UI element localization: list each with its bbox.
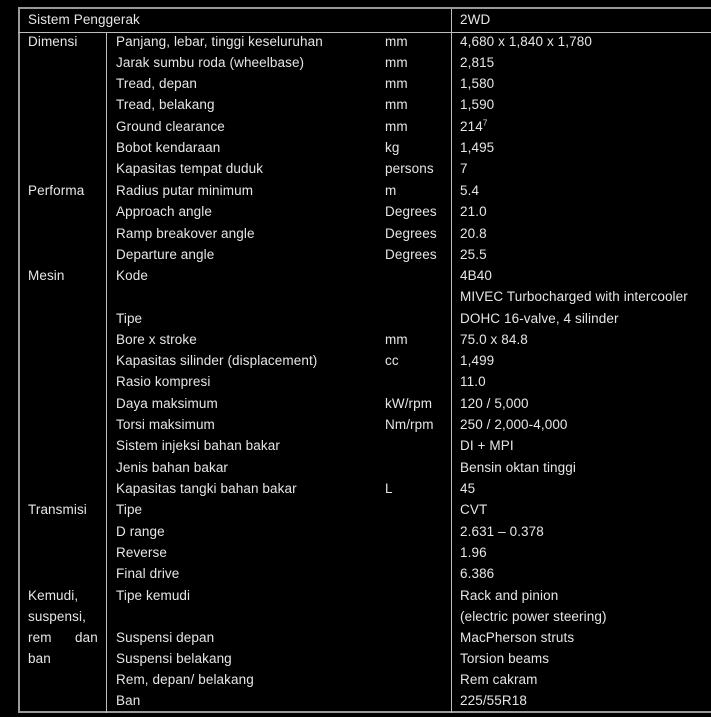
value-cell: 25.5 xyxy=(460,247,487,262)
value-cell: 1.96 xyxy=(460,545,487,560)
param-cell: Suspensi belakang xyxy=(116,651,232,666)
value-cell: Torsion beams xyxy=(460,651,550,666)
group-kemudi-line3-b: dan xyxy=(75,630,98,645)
unit-cell: mm xyxy=(385,55,408,70)
value-cell: 75.0 x 84.8 xyxy=(460,332,528,347)
value-cell: 2.631 – 0.378 xyxy=(460,524,544,539)
param-cell: Daya maksimum xyxy=(116,396,218,411)
unit-cell: m xyxy=(385,183,397,198)
value-cell: 20.8 xyxy=(460,226,487,241)
drive-system-label: Sistem Penggerak xyxy=(28,12,140,27)
param-cell: Sistem injeksi bahan bakar xyxy=(116,438,280,453)
value-cell: 1,590 xyxy=(460,97,495,112)
param-cell: Bore x stroke xyxy=(116,332,197,347)
unit-cell: mm xyxy=(385,97,408,112)
value-cell: 21.0 xyxy=(460,204,487,219)
param-cell: Tread, depan xyxy=(116,76,198,91)
value-cell: Bensin oktan tinggi xyxy=(460,460,576,475)
group-kemudi-line1: Kemudi, xyxy=(28,588,79,603)
unit-cell: persons xyxy=(385,161,434,176)
table-left-border xyxy=(18,7,20,713)
value-cell: 4B40 xyxy=(460,268,492,283)
drive-system-value: 2WD xyxy=(460,12,491,27)
param-cell: Suspensi depan xyxy=(116,630,215,645)
param-cell: Ramp breakover angle xyxy=(116,226,255,241)
param-cell: Bobot kendaraan xyxy=(116,140,221,155)
param-cell: Tipe xyxy=(116,502,143,517)
param-cell: Kapasitas tempat duduk xyxy=(116,161,264,176)
param-cell: Tipe kemudi xyxy=(116,588,191,603)
param-cell: Tipe xyxy=(116,311,143,326)
value-cell: DOHC 16-valve, 4 silinder xyxy=(460,311,619,326)
group-transmisi: Transmisi xyxy=(28,502,87,517)
param-cell: Departure angle xyxy=(116,247,215,262)
param-cell: Torsi maksimum xyxy=(116,417,215,432)
param-cell: Ban xyxy=(116,693,141,708)
param-cell: Approach angle xyxy=(116,204,212,219)
value-cell-line2: (electric power steering) xyxy=(460,609,607,624)
unit-cell: Degrees xyxy=(385,226,437,241)
table-bottom-border xyxy=(18,711,711,713)
unit-cell: Nm/rpm xyxy=(385,417,434,432)
param-cell: Ground clearance xyxy=(116,119,225,134)
value-cell: 225/55R18 xyxy=(460,693,527,708)
value-cell: MacPherson struts xyxy=(460,630,575,645)
column-divider-value xyxy=(451,9,452,713)
value-cell: DI + MPI xyxy=(460,438,514,453)
group-performa: Performa xyxy=(28,183,85,198)
value-cell: 4,680 x 1,840 x 1,780 xyxy=(460,34,592,49)
footnote-marker: 7 xyxy=(482,118,488,128)
value-cell: 5.4 xyxy=(460,183,480,198)
group-kemudi-line3-a: rem xyxy=(28,630,52,645)
unit-cell: L xyxy=(385,481,393,496)
param-cell: Jarak sumbu roda (wheelbase) xyxy=(116,55,305,70)
value-cell: 7 xyxy=(460,161,468,176)
value-cell: 1,495 xyxy=(460,140,495,155)
value-cell: 1,499 xyxy=(460,353,495,368)
param-cell: Radius putar minimum xyxy=(116,183,254,198)
value-cell-line2: MIVEC Turbocharged with intercooler xyxy=(460,289,688,304)
unit-cell: kg xyxy=(385,140,400,155)
param-cell: Rem, depan/ belakang xyxy=(116,672,254,687)
unit-cell: Degrees xyxy=(385,204,437,219)
param-cell: Kode xyxy=(116,268,148,283)
param-cell: Kapasitas silinder (displacement) xyxy=(116,353,318,368)
param-cell: Tread, belakang xyxy=(116,97,215,112)
group-kemudi-line2: suspensi, xyxy=(28,609,86,624)
table-top-border xyxy=(18,7,711,9)
value-cell: 11.0 xyxy=(460,374,486,389)
unit-cell: mm xyxy=(385,34,408,49)
value-cell: Rack and pinion xyxy=(460,588,559,603)
unit-cell: mm xyxy=(385,332,408,347)
value-cell: Rem cakram xyxy=(460,672,538,687)
param-cell: Rasio kompresi xyxy=(116,374,211,389)
group-kemudi-line4: ban xyxy=(28,651,51,666)
param-cell: Jenis bahan bakar xyxy=(116,460,229,475)
unit-cell: Degrees xyxy=(385,247,437,262)
group-mesin: Mesin xyxy=(28,268,65,283)
column-divider-group xyxy=(106,33,107,713)
unit-cell: mm xyxy=(385,76,408,91)
param-cell: Reverse xyxy=(116,545,167,560)
unit-cell: mm xyxy=(385,119,408,134)
param-cell: Panjang, lebar, tinggi keseluruhan xyxy=(116,34,323,49)
value-cell: 120 / 5,000 xyxy=(460,396,529,411)
unit-cell: kW/rpm xyxy=(385,396,433,411)
param-cell: Final drive xyxy=(116,566,180,581)
value-cell: 2,815 xyxy=(460,55,495,70)
unit-cell: cc xyxy=(385,353,399,368)
value-cell: CVT xyxy=(460,502,488,517)
value-main: 214 xyxy=(460,119,483,134)
param-cell: Kapasitas tangki bahan bakar xyxy=(116,481,297,496)
group-dimensi: Dimensi xyxy=(28,34,78,49)
value-cell: 6.386 xyxy=(460,566,495,581)
value-cell: 1,580 xyxy=(460,76,495,91)
value-cell: 250 / 2,000-4,000 xyxy=(460,417,568,432)
value-cell xyxy=(460,118,487,136)
param-cell: D range xyxy=(116,524,165,539)
value-cell: 45 xyxy=(460,481,476,496)
